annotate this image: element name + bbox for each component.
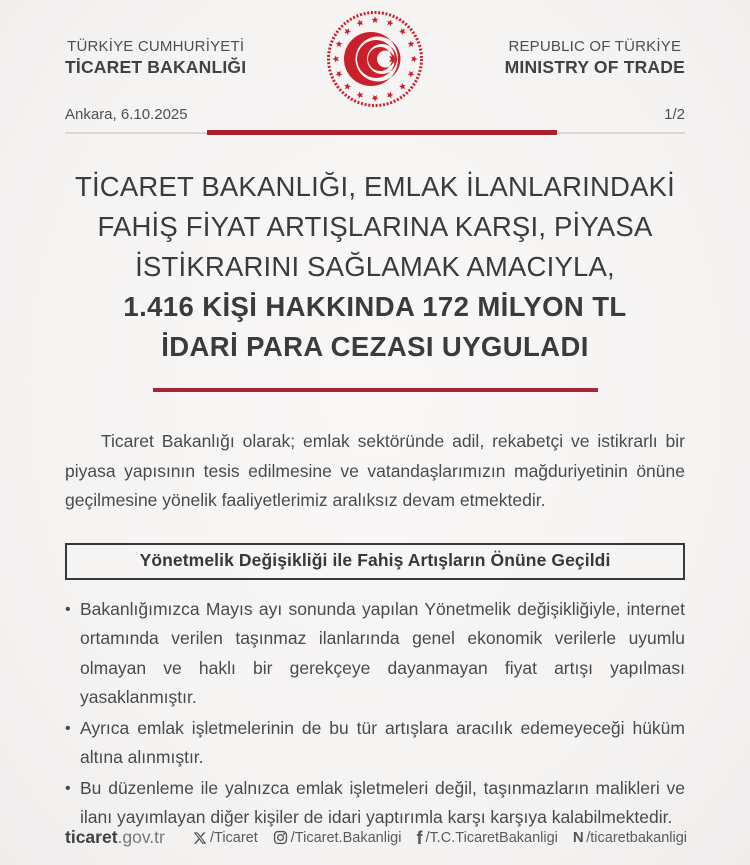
org-line1-tr: TÜRKİYE CUMHURİYETİ [67,38,245,55]
bullet-marker: • [65,600,71,618]
website-link[interactable] [65,827,165,848]
headline-line-bold: İDARİ PARA CEZASI UYGULADI [161,331,589,362]
ministry-of-trade-logo-icon [325,9,425,109]
website-rest: .gov.tr [117,827,165,847]
headline [65,167,685,367]
social-instagram[interactable] [273,830,402,846]
page-indicator: 1/2 [664,106,685,123]
social-handle: /T.C.TicaretBakanligi [425,829,558,846]
x-icon [193,831,207,845]
section-title-box [65,543,685,580]
facebook-icon: f [416,827,423,848]
headline-divider [153,388,598,392]
headline-line: TİCARET BAKANLIĞI, EMLAK İLANLARINDAKİ [74,171,676,202]
org-line2-tr: TİCARET BAKANLIĞI [65,57,247,77]
headline-line: İSTİKRARINI SAĞLAMAK AMACIYLA, [135,251,615,282]
footer [65,827,687,848]
social-facebook[interactable] [416,827,558,848]
section-title: Yönetmelik Değişikliği ile Fahiş Artışların Önüne Geçildi [139,549,611,570]
social-handle: /Ticaret.Bakanligi [290,829,402,846]
bullet-item [65,774,685,833]
intro-paragraph: Ticaret Bakanlığı olarak; emlak sektöründe adil, rekabetçi ve istikrarlı bir piyasa yapısının tesis edilmesine ve vatandaşlarımızın mağduriyetinin önüne geçilmesine yönelik faaliyetlerimiz aralıksız devam etmektedir. [65,431,685,510]
headline-line: FAHİŞ FİYAT ARTIŞLARINA KARŞI, PİYASA [97,211,653,242]
social-links [193,827,687,848]
bullet-marker: • [65,779,71,797]
social-nsosyal[interactable] [573,830,687,846]
org-name-english [505,38,685,78]
website-bold: ticaret [65,827,118,847]
org-name-turkish [65,38,246,78]
social-handle: /ticaretbakanligi [586,829,687,846]
instagram-icon [273,830,288,845]
bullet-marker: • [65,719,71,737]
bullet-text: Bu düzenleme ile yalnızca emlak işletmeleri değil, taşınmazların malikleri ve ilanı yayımlayan diğer kişiler de idari yaptırımla karşı karşıya kalabilmektedir. [80,777,685,827]
headline-line-bold: 1.416 KİŞİ HAKKINDA 172 MİLYON TL [123,291,627,322]
org-line1-en: REPUBLIC OF TÜRKİYE [508,38,682,55]
header [65,0,685,106]
bullet-list [65,595,685,833]
nsosyal-icon: N [572,829,584,846]
bullet-item [65,714,685,773]
social-handle: /Ticaret [209,829,258,846]
social-x[interactable] [193,830,258,846]
bullet-text: Bakanlığımızca Mayıs ayı sonunda yapılan Yönetmelik değişikliğiyle, internet ortamında verilen taşınmaz ilanlarında genel ekonomik verilerle uyumlu olmayan ve haklı bir gerekçeye dayanmayan fiyat artışı yapılması yasaklanmıştır. [80,598,685,707]
bullet-item [65,595,685,713]
bullet-text: Ayrıca emlak işletmelerinin de bu tür artışlara aracılık edemeyeceği hüküm altına alınmıştır. [80,717,685,767]
rule-red-segment [207,130,557,135]
dateline: Ankara, 6.10.2025 [65,106,188,123]
org-line2-en: MINISTRY OF TRADE [504,57,685,77]
header-rule [65,130,685,136]
